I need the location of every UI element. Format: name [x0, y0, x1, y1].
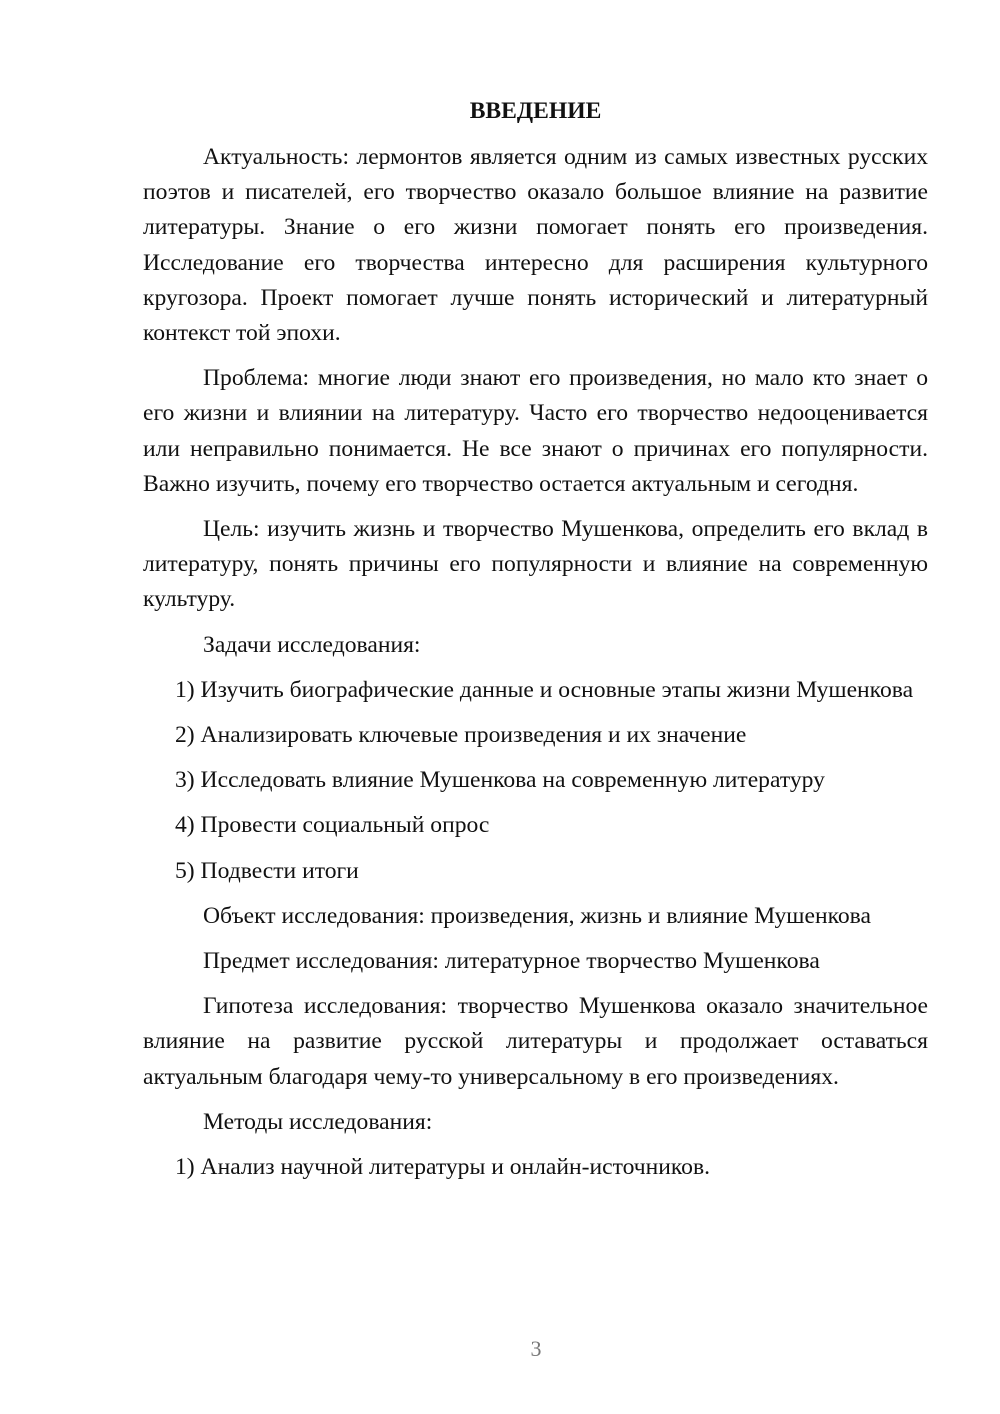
- methods-heading: Методы исследования:: [203, 1108, 433, 1135]
- problem-paragraph: Проблема: многие люди знают его произведения, но мало кто знает о его жизни и влиянии на литературу. Часто его творчество недооценивается или неправильно понимается. Не все знают о причинах его популярности. Важно изучить, почему его творчество остается актуальным и сегодня.: [143, 365, 928, 497]
- task-item: 4) Провести социальный опрос: [175, 812, 490, 839]
- task-item: 2) Анализировать ключевые произведения и их значение: [175, 722, 747, 749]
- research-object: Объект исследования: произведения, жизнь и влияние Мушенкова: [203, 902, 871, 929]
- section-title: ВВЕДЕНИЕ: [469, 98, 602, 124]
- goal-paragraph: Цель: изучить жизнь и творчество Мушенкова, определить его вклад в литературу, понять причины его популярности и влияние на современную культуру.: [143, 516, 928, 613]
- page-number: 3: [530, 1336, 542, 1361]
- document-body: [143, 92, 928, 1195]
- method-item: 1) Анализ научной литературы и онлайн-источников.: [175, 1154, 711, 1181]
- research-subject: Предмет исследования: литературное творчество Мушенкова: [203, 948, 820, 975]
- hypothesis-paragraph: Гипотеза исследования: творчество Мушенкова оказало значительное влияние на развитие русской литературы и продолжает оставаться актуальным благодаря чему-то универсальному в его произведениях.: [143, 993, 928, 1090]
- tasks-heading: Задачи исследования:: [203, 631, 421, 658]
- task-item: 5) Подвести итоги: [175, 857, 359, 884]
- relevance-paragraph: Актуальность: лермонтов является одним из самых известных русских поэтов и писателей, его творчество оказало большое влияние на развитие литературы. Знание о его жизни помогает понять его произведения. Исследование его творчества интересно для расширения культурного кругозора. Проект помогает лучше понять исторический и литературный контекст той эпохи.: [143, 144, 928, 347]
- task-item: 3) Исследовать влияние Мушенкова на современную литературу: [175, 767, 825, 794]
- task-item: 1) Изучить биографические данные и основные этапы жизни Мушенкова: [175, 676, 914, 703]
